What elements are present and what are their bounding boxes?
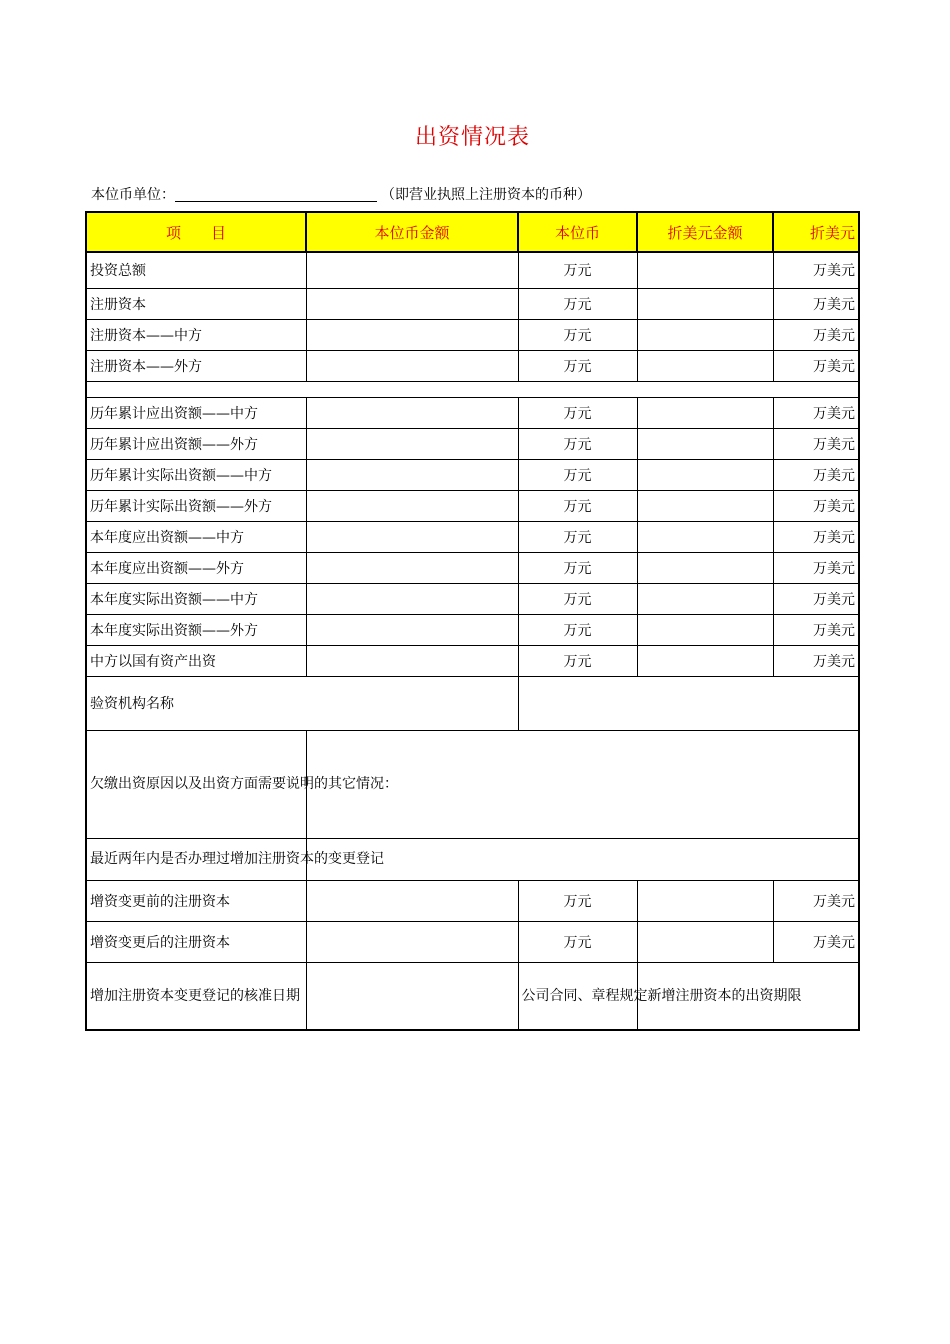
verification-agency-value[interactable]: [518, 676, 859, 730]
unit-wan: 万元: [518, 583, 637, 614]
row-label: 历年累计实际出资额——中方: [86, 459, 306, 490]
header-usd-amount: 折美元金额: [637, 212, 773, 252]
unit-wan-usd: 万美元: [773, 614, 859, 645]
recent-change-value[interactable]: [306, 838, 859, 880]
unit-wan: 万元: [518, 880, 637, 921]
usd-amount-cell[interactable]: [637, 521, 773, 552]
usd-amount-cell[interactable]: [637, 459, 773, 490]
local-amount-cell[interactable]: [306, 645, 518, 676]
usd-amount-cell[interactable]: [637, 288, 773, 319]
usd-amount-cell[interactable]: [637, 490, 773, 521]
header-item: 项 目: [86, 212, 306, 252]
page-title: 出资情况表: [414, 125, 530, 150]
unit-wan-usd: 万美元: [773, 397, 859, 428]
header-row: [86, 212, 859, 252]
local-amount-cell[interactable]: [306, 521, 518, 552]
row-label: 本年度实际出资额——中方: [86, 583, 306, 614]
unit-wan-usd: 万美元: [773, 319, 859, 350]
table-row: [86, 921, 859, 962]
unit-wan-usd: 万美元: [773, 921, 859, 962]
row-label: 中方以国有资产出资: [86, 645, 306, 676]
table-row: [86, 428, 859, 459]
unit-wan-usd: 万美元: [773, 428, 859, 459]
unit-wan: 万元: [518, 397, 637, 428]
unit-wan: 万元: [518, 614, 637, 645]
unit-wan: 万元: [518, 490, 637, 521]
approval-date-value[interactable]: [306, 962, 518, 1030]
currency-unit-blank[interactable]: [175, 187, 377, 202]
unit-wan: 万元: [518, 319, 637, 350]
usd-amount-cell[interactable]: [637, 319, 773, 350]
row-label: 历年累计应出资额——中方: [86, 397, 306, 428]
unit-wan-usd: 万美元: [773, 490, 859, 521]
spacer-row: [86, 381, 859, 397]
local-amount-cell[interactable]: [306, 397, 518, 428]
header-usd: 折美元: [773, 212, 859, 252]
unit-wan: 万元: [518, 350, 637, 381]
usd-amount-cell[interactable]: [637, 583, 773, 614]
usd-amount-cell[interactable]: [637, 350, 773, 381]
unit-wan-usd: 万美元: [773, 880, 859, 921]
local-amount-cell[interactable]: [306, 428, 518, 459]
table-row: [86, 521, 859, 552]
unit-wan-usd: 万美元: [773, 459, 859, 490]
unit-wan: 万元: [518, 428, 637, 459]
table-row: [86, 397, 859, 428]
local-amount-cell[interactable]: [306, 880, 518, 921]
unit-wan: 万元: [518, 521, 637, 552]
arrears-note-label: 欠缴出资原因以及出资方面需要说明的其它情况：: [86, 730, 306, 838]
row-label: 注册资本: [86, 288, 306, 319]
spacer-cell: [86, 381, 859, 397]
unit-wan: 万元: [518, 552, 637, 583]
approval-date-row: [86, 962, 859, 1030]
table-row: [86, 319, 859, 350]
row-label: 本年度实际出资额——外方: [86, 614, 306, 645]
arrears-note-row: [86, 730, 859, 838]
local-amount-cell[interactable]: [306, 614, 518, 645]
contract-deadline-label: 公司合同、章程规定新增注册资本的出资期限: [518, 962, 637, 1030]
row-label: 注册资本——外方: [86, 350, 306, 381]
table-row: [86, 583, 859, 614]
table-row: [86, 880, 859, 921]
row-label: 投资总额: [86, 252, 306, 288]
approval-date-label: 增加注册资本变更登记的核准日期: [86, 962, 306, 1030]
unit-wan: 万元: [518, 288, 637, 319]
usd-amount-cell[interactable]: [637, 552, 773, 583]
unit-wan-usd: 万美元: [773, 350, 859, 381]
unit-wan-usd: 万美元: [773, 521, 859, 552]
unit-wan: 万元: [518, 459, 637, 490]
table-row: [86, 459, 859, 490]
local-amount-cell[interactable]: [306, 921, 518, 962]
table-row: [86, 490, 859, 521]
local-amount-cell[interactable]: [306, 288, 518, 319]
before-change-label: 增资变更前的注册资本: [86, 880, 306, 921]
currency-unit-label: 本位币单位：: [91, 187, 175, 203]
local-amount-cell[interactable]: [306, 252, 518, 288]
row-label: 本年度应出资额——外方: [86, 552, 306, 583]
local-amount-cell[interactable]: [306, 350, 518, 381]
table-row: [86, 645, 859, 676]
table-row: [86, 350, 859, 381]
local-amount-cell[interactable]: [306, 583, 518, 614]
table-row: [86, 252, 859, 288]
usd-amount-cell[interactable]: [637, 428, 773, 459]
currency-unit-note: （即营业执照上注册资本的币种）: [381, 187, 591, 203]
header-local-amount: 本位币金额: [306, 212, 518, 252]
recent-change-label: 最近两年内是否办理过增加注册资本的变更登记: [86, 838, 306, 880]
local-amount-cell[interactable]: [306, 319, 518, 350]
verification-agency-label: 验资机构名称: [86, 676, 518, 730]
unit-wan-usd: 万美元: [773, 645, 859, 676]
unit-wan-usd: 万美元: [773, 583, 859, 614]
verification-agency-row: [86, 676, 859, 730]
usd-amount-cell[interactable]: [637, 397, 773, 428]
capital-contribution-table: [85, 211, 860, 1031]
row-label: 历年累计应出资额——外方: [86, 428, 306, 459]
table-row: [86, 552, 859, 583]
after-change-label: 增资变更后的注册资本: [86, 921, 306, 962]
local-amount-cell[interactable]: [306, 552, 518, 583]
usd-amount-cell[interactable]: [637, 880, 773, 921]
unit-wan-usd: 万美元: [773, 288, 859, 319]
table-row: [86, 614, 859, 645]
unit-wan: 万元: [518, 921, 637, 962]
unit-wan: 万元: [518, 252, 637, 288]
row-label: 本年度应出资额——中方: [86, 521, 306, 552]
usd-amount-cell[interactable]: [637, 614, 773, 645]
currency-unit-line: [91, 186, 591, 204]
recent-change-row: [86, 838, 859, 880]
row-label: 注册资本——中方: [86, 319, 306, 350]
usd-amount-cell[interactable]: [637, 921, 773, 962]
table-row: [86, 288, 859, 319]
local-amount-cell[interactable]: [306, 459, 518, 490]
usd-amount-cell[interactable]: [637, 645, 773, 676]
usd-amount-cell[interactable]: [637, 252, 773, 288]
unit-wan-usd: 万美元: [773, 552, 859, 583]
local-amount-cell[interactable]: [306, 490, 518, 521]
unit-wan: 万元: [518, 645, 637, 676]
unit-wan-usd: 万美元: [773, 252, 859, 288]
header-local-currency: 本位币: [518, 212, 637, 252]
row-label: 历年累计实际出资额——外方: [86, 490, 306, 521]
